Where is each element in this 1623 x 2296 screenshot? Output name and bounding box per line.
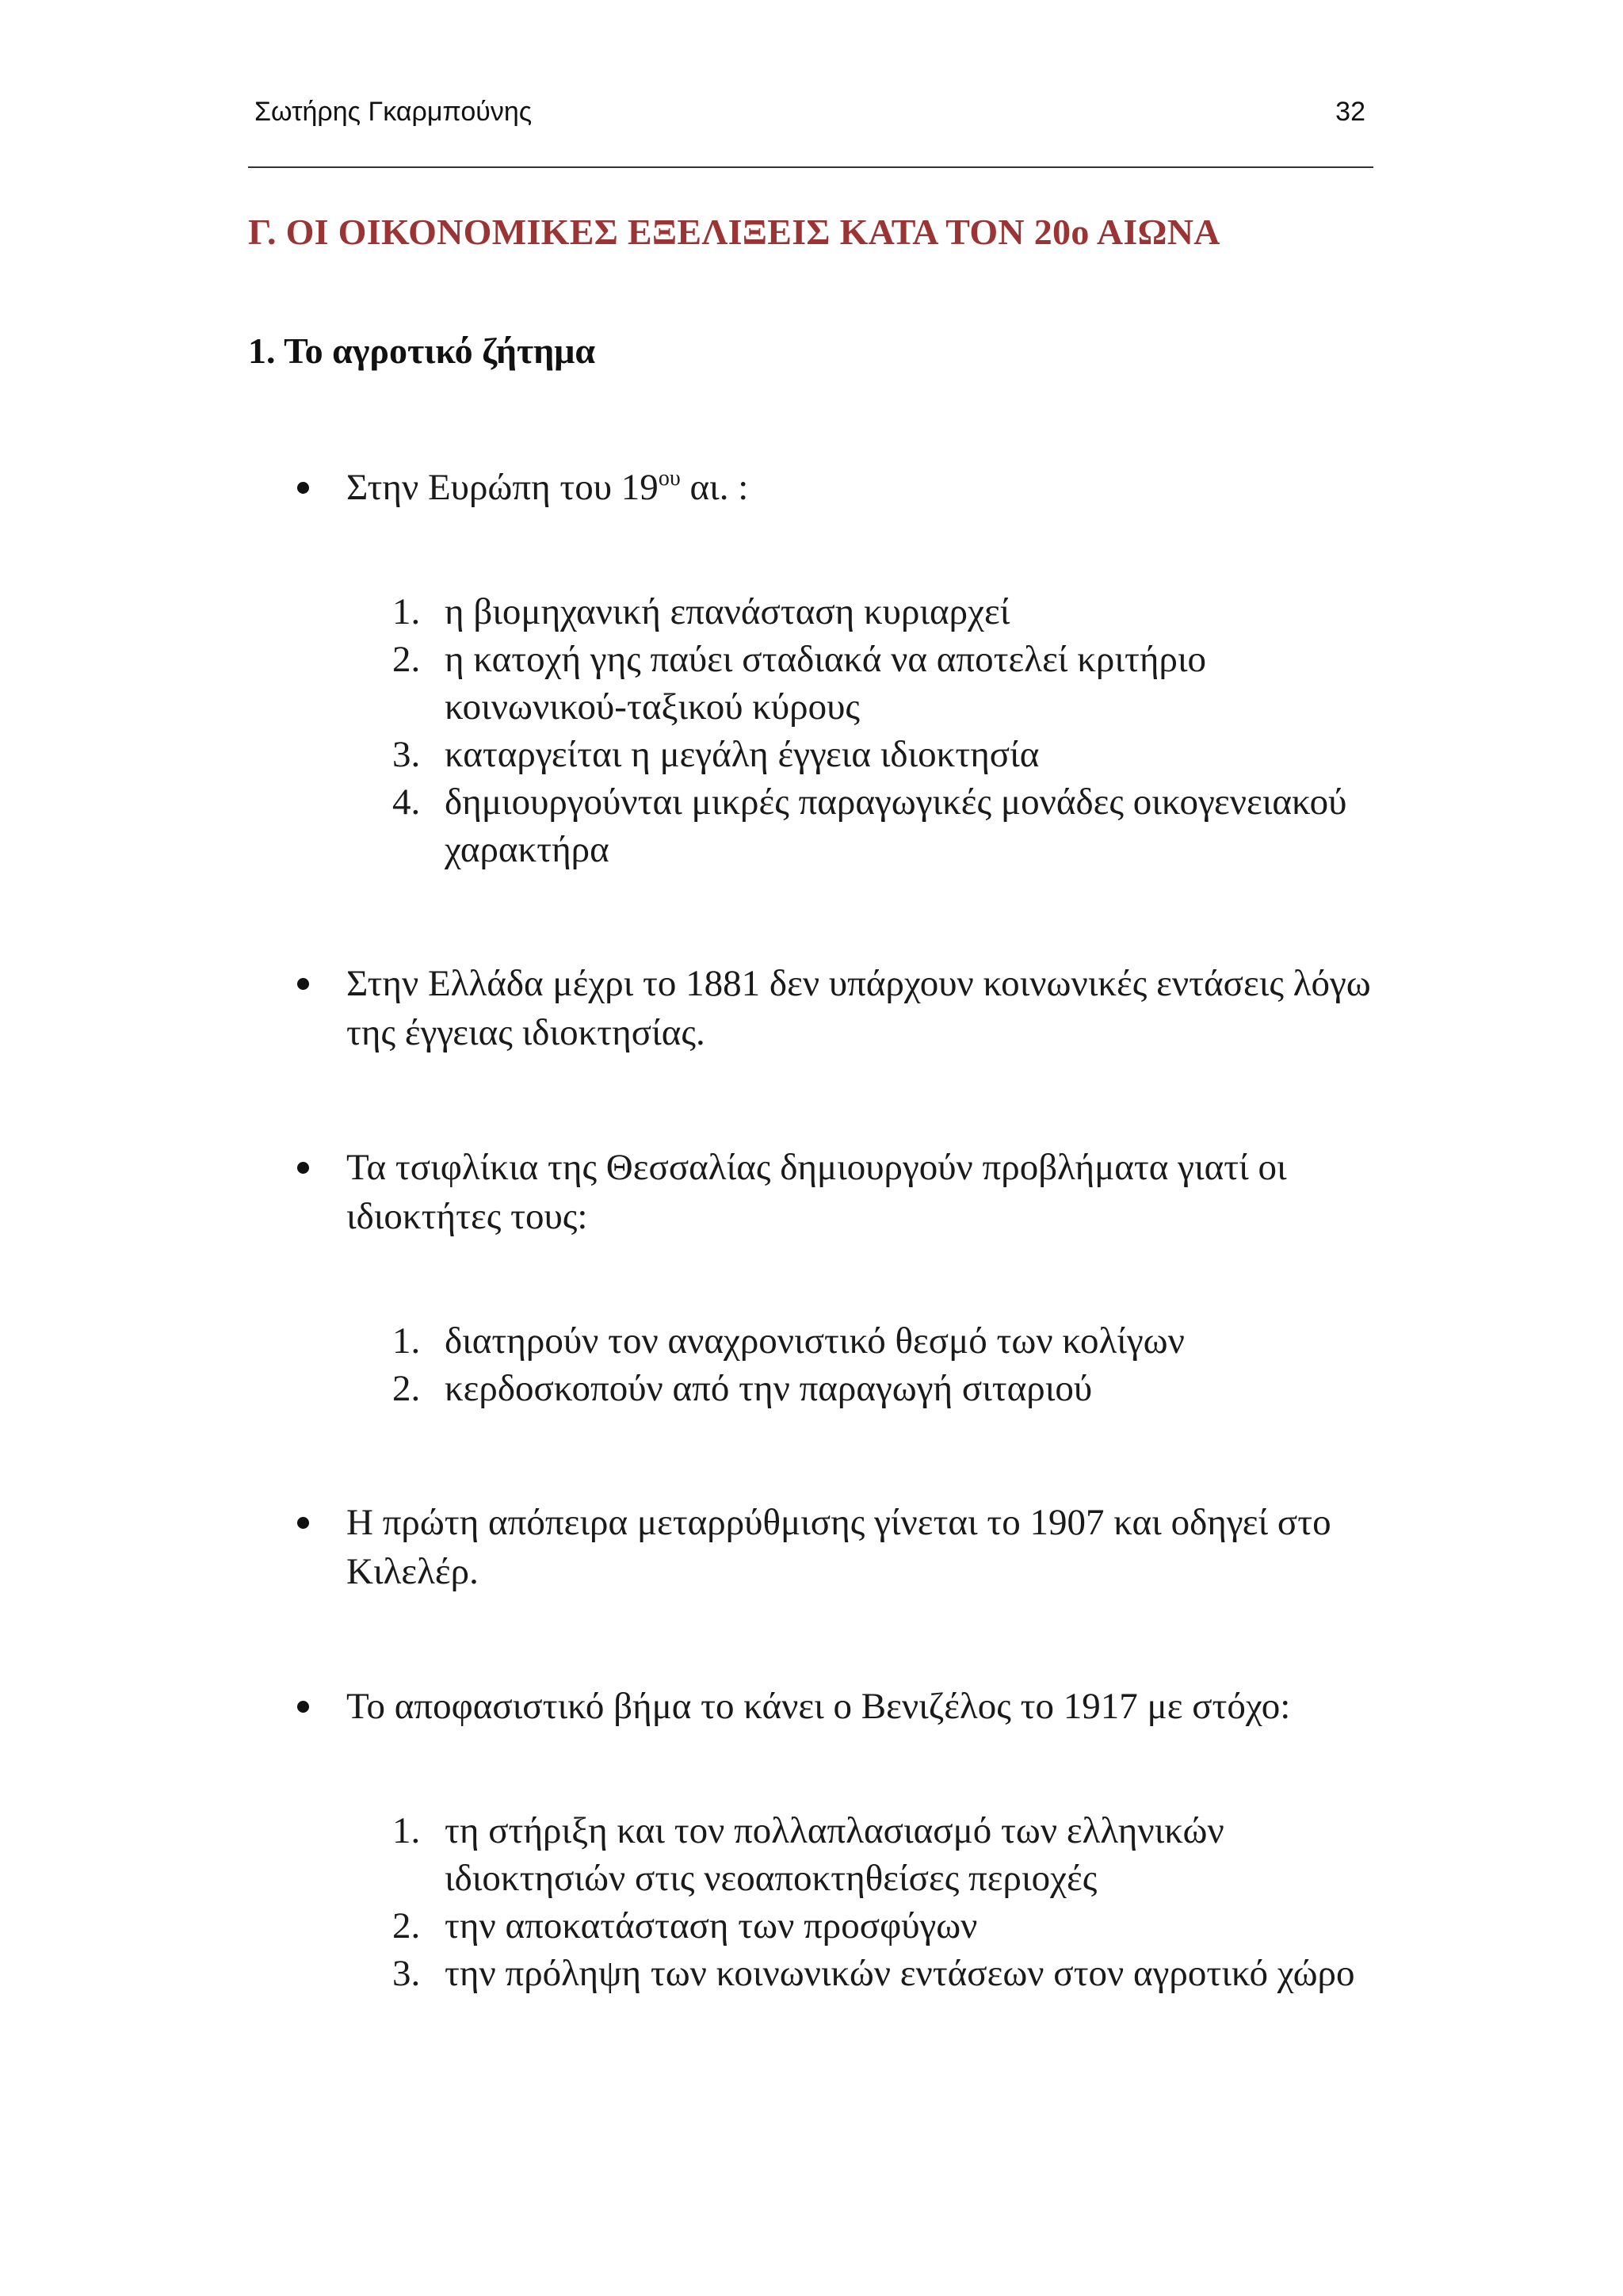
bullet-text: Η πρώτη απόπειρα μεταρρύθμισης γίνεται το 1907 και οδηγεί στο Κιλελέρ. <box>346 1502 1331 1592</box>
item-number: 2. <box>392 639 421 680</box>
numbered-item <box>346 1317 1389 1365</box>
item-text: τη στήριξη και τον πολλαπλασιασμό των ελληνικών ιδιοκτησιών στις νεοαποκτηθείσες περιοχές <box>445 1810 1224 1899</box>
numbered-list <box>346 588 1389 873</box>
item-text: την αποκατάσταση των προσφύγων <box>445 1905 978 1946</box>
bullet-item <box>248 959 1389 1057</box>
header-author: Σωτήρης Γκαρμπούνης <box>254 97 533 127</box>
bullet-dot-icon <box>297 1701 309 1713</box>
item-number: 1. <box>392 1810 421 1851</box>
bullet-dot-icon <box>297 482 309 494</box>
numbered-item <box>346 1950 1389 1997</box>
bullet-text-part: Στην Ευρώπη του 19 <box>346 467 659 508</box>
item-number: 2. <box>392 1368 421 1409</box>
item-number: 3. <box>392 1953 421 1994</box>
numbered-item <box>346 778 1389 873</box>
item-number: 4. <box>392 781 421 823</box>
bullet-item <box>248 1498 1389 1596</box>
section-title: 1. Το αγροτικό ζήτημα <box>248 330 596 371</box>
bullet-item <box>248 463 1389 873</box>
numbered-item <box>346 1365 1389 1412</box>
numbered-list <box>346 1317 1389 1412</box>
header-page-number: 32 <box>1335 97 1365 127</box>
item-text: η κατοχή γης παύει σταδιακά να αποτελεί κριτήριο κοινωνικού-ταξικού κύρους <box>445 639 1207 728</box>
item-text: η βιομηχανική επανάσταση κυριαρχεί <box>445 591 1010 632</box>
numbered-item <box>346 588 1389 636</box>
ordinal-superscript: ου <box>658 466 681 491</box>
bullet-text: Τα τσιφλίκια της Θεσσαλίας δημιουργούν προβλήματα γιατί οι ιδιοκτήτες τους: <box>346 1147 1287 1237</box>
bullet-item <box>248 1143 1389 1412</box>
bullet-dot-icon <box>297 978 309 990</box>
page-content <box>248 208 1389 2083</box>
item-number: 1. <box>392 591 421 632</box>
item-text: κερδοσκοπούν από την παραγωγή σιταριού <box>445 1368 1093 1409</box>
bullet-list <box>248 463 1389 1997</box>
bullet-dot-icon <box>297 1517 309 1529</box>
item-number: 3. <box>392 734 421 775</box>
item-number: 2. <box>392 1905 421 1946</box>
numbered-item <box>346 636 1389 731</box>
numbered-item <box>346 1807 1389 1902</box>
numbered-list <box>346 1807 1389 1997</box>
item-text: δημιουργούνται μικρές παραγωγικές μονάδες οικογενειακού χαρακτήρα <box>445 781 1347 870</box>
bullet-text: Στην Ελλάδα μέχρι το 1881 δεν υπάρχουν κοινωνικές εντάσεις λόγω της έγγειας ιδιοκτησίας. <box>346 963 1371 1053</box>
bullet-text: Το αποφασιστικό βήμα το κάνει ο Βενιζέλος το 1917 με στόχο: <box>346 1686 1291 1727</box>
chapter-title: Γ. ΟΙ ΟΙΚΟΝΟΜΙΚΕΣ ΕΞΕΛΙΞΕΙΣ ΚΑΤΑ ΤΟΝ 20ο ΑΙΩΝΑ <box>248 212 1220 252</box>
item-number: 1. <box>392 1320 421 1362</box>
running-header <box>248 97 1373 135</box>
numbered-item <box>346 731 1389 778</box>
item-text: καταργείται η μεγάλη έγγεια ιδιοκτησία <box>445 734 1040 775</box>
bullet-dot-icon <box>297 1162 309 1174</box>
bullet-text <box>346 463 1389 512</box>
item-text: διατηρούν τον αναχρονιστικό θεσμό των κολίγων <box>445 1320 1185 1362</box>
item-text: την πρόληψη των κοινωνικών εντάσεων στον αγροτικό χώρο <box>445 1953 1355 1994</box>
header-divider <box>248 166 1373 168</box>
bullet-item <box>248 1682 1389 1997</box>
bullet-text-part: αι. : <box>680 467 749 508</box>
numbered-item <box>346 1902 1389 1950</box>
